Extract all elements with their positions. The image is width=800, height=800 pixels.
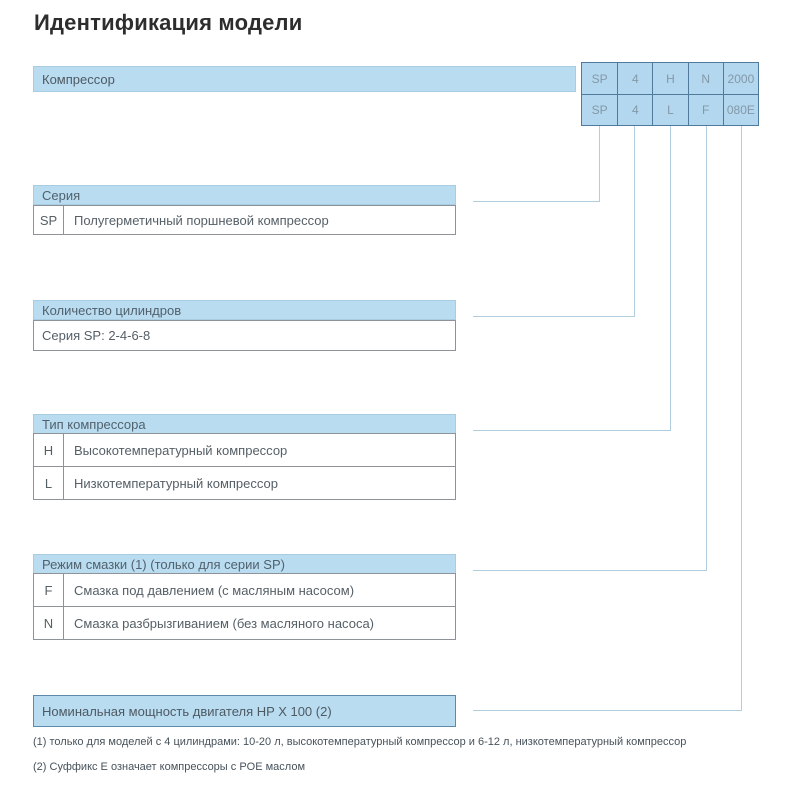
table-row (33, 466, 456, 500)
compressor-label: Компрессор (42, 71, 115, 87)
connector-cyl-vertical (634, 126, 635, 317)
code-cell-power-2: 080E (723, 94, 758, 125)
connector-lube-horizontal (473, 570, 707, 571)
row-code: N (34, 607, 64, 639)
code-cell-lube-1: N (688, 63, 723, 94)
table-row (33, 433, 456, 467)
code-cell-type-1: H (652, 63, 687, 94)
code-cell-lube-2: F (688, 94, 723, 125)
model-code-grid (581, 62, 759, 126)
table-row (33, 573, 456, 607)
code-cell-series-1: SP (591, 71, 608, 86)
code-cell-type-2: L (652, 94, 687, 125)
motor-power-label: Номинальная мощность двигателя HP X 100 (2) (42, 703, 332, 719)
row-description: Смазка разбрызгиванием (без масляного насоса) (74, 615, 374, 631)
section-header-series: Серия (33, 185, 456, 205)
connector-series-vertical (599, 126, 600, 202)
table-row (33, 205, 456, 235)
row-code: L (34, 467, 64, 499)
section-header-lubrication: Режим смазки (1) (только для серии SP) (33, 554, 456, 574)
code-cell-cyl-1: 4 (617, 63, 652, 94)
row-code: SP (34, 206, 64, 234)
row-description: Серия SP: 2-4-6-8 (42, 328, 151, 343)
section-header-type: Тип компрессора (33, 414, 456, 434)
page-title: Идентификация модели (34, 10, 303, 35)
row-code: H (34, 434, 64, 466)
row-code: F (34, 574, 64, 606)
code-cell-series-2: SP (582, 94, 617, 125)
row-description: Полугерметичный поршневой компрессор (74, 212, 329, 228)
connector-power-vertical (741, 126, 742, 711)
code-cell-cyl-2: 4 (617, 94, 652, 125)
connector-type-vertical (670, 126, 671, 431)
section-header-cylinders: Количество цилиндров (33, 300, 456, 320)
connector-type-horizontal (473, 430, 671, 431)
row-description: Высокотемпературный компрессор (74, 442, 288, 458)
connector-lube-vertical (706, 126, 707, 571)
connector-power-horizontal (473, 710, 742, 711)
code-cell-power-1: 2000 (723, 63, 758, 94)
compressor-label-bar (33, 66, 576, 92)
row-description: Низкотемпературный компрессор (74, 475, 278, 491)
section-header-motor-power (33, 695, 456, 727)
row-description: Смазка под давлением (с масляным насосом) (74, 582, 355, 598)
table-row (33, 320, 456, 351)
connector-cyl-horizontal (473, 316, 635, 317)
footnote-1: (1) только для моделей с 4 цилиндрами: 10-20 л, высокотемпературный компрессор и 6-12 л, низкотемпературный компрессор (33, 736, 687, 748)
connector-series-horizontal (473, 201, 600, 202)
table-row (33, 606, 456, 640)
footnote-2: (2) Суффикс Е означает компрессоры с POE маслом (33, 761, 306, 773)
